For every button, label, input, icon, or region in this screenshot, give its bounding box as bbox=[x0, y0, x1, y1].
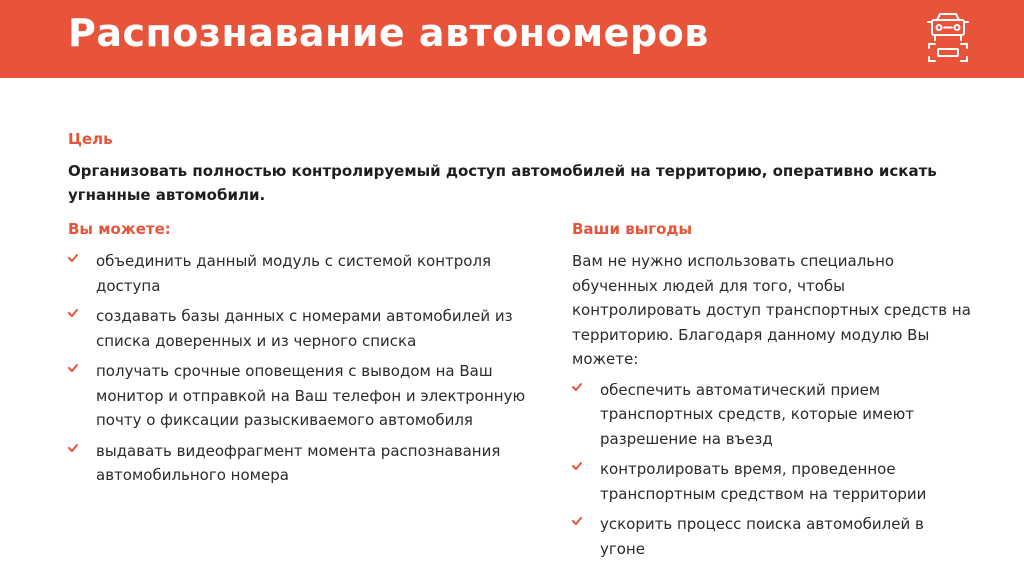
list-item bbox=[68, 359, 538, 433]
page-title: Распознавание автономеров bbox=[68, 11, 709, 55]
list-item bbox=[68, 249, 538, 298]
checkmark-icon bbox=[68, 253, 78, 263]
goal-label: Цель bbox=[68, 130, 113, 148]
list-item-text: обеспечить автоматический прием транспортных средств, которые имеют разрешение на въезд bbox=[600, 380, 914, 448]
car-recognition-icon bbox=[925, 12, 971, 68]
benefits-list bbox=[572, 378, 972, 562]
capabilities-section bbox=[68, 249, 538, 494]
list-item bbox=[68, 304, 538, 353]
capabilities-list bbox=[68, 249, 538, 488]
list-item bbox=[68, 439, 538, 488]
checkmark-icon bbox=[572, 516, 582, 526]
checkmark-icon bbox=[68, 363, 78, 373]
capabilities-heading: Вы можете: bbox=[68, 220, 171, 238]
goal-text: Организовать полностью контролируемый доступ автомобилей на территорию, оперативно искать угнанные автомобили. bbox=[68, 162, 937, 204]
checkmark-icon bbox=[68, 443, 78, 453]
checkmark-icon bbox=[572, 382, 582, 392]
list-item bbox=[572, 378, 972, 452]
benefits-intro: Вам не нужно использовать специально обученных людей для того, чтобы контролировать доступ транспортных средств на территорию. Благодаря данному модулю Вы можете: bbox=[572, 252, 971, 368]
checkmark-icon bbox=[68, 308, 78, 318]
list-item-text: объединить данный модуль с системой контроля доступа bbox=[96, 252, 492, 295]
list-item bbox=[572, 512, 972, 561]
header-banner bbox=[0, 0, 1024, 78]
list-item-text: ускорить процесс поиска автомобилей в угоне bbox=[600, 515, 924, 558]
checkmark-icon bbox=[572, 461, 582, 471]
list-item-text: получать срочные оповещения с выводом на Ваш монитор и отправкой на Ваш телефон и электронную почту о фиксации разыскиваемого автомобиля bbox=[96, 362, 526, 429]
list-item-text: контролировать время, проведенное транспортным средством на территории bbox=[600, 460, 927, 503]
list-item-text: создавать базы данных с номерами автомобилей из списка доверенных и из черного списка bbox=[96, 307, 513, 350]
list-item-text: выдавать видеофрагмент момента распознавания автомобильного номера bbox=[96, 441, 501, 484]
benefits-heading: Ваши выгоды bbox=[572, 220, 693, 238]
list-item bbox=[572, 457, 972, 506]
benefits-section bbox=[572, 249, 972, 567]
